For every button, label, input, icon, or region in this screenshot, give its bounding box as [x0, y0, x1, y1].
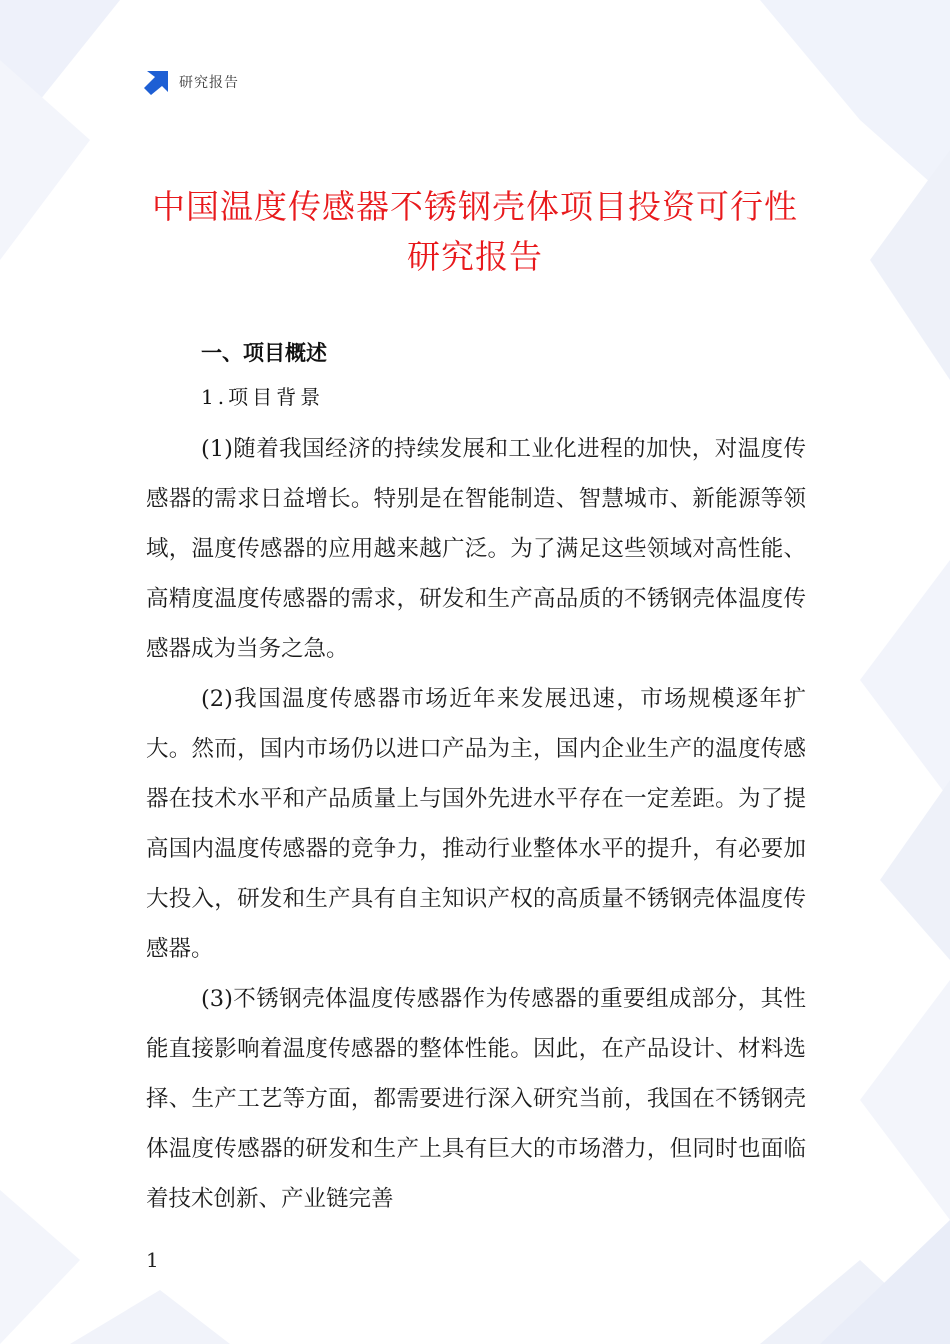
document-body — [146, 334, 806, 1224]
header-label: 研究报告 — [179, 75, 239, 91]
section-heading: 一、项目概述 — [201, 341, 327, 365]
subsection-heading: 1.项目背景 — [201, 385, 325, 409]
page-number: 1 — [146, 1248, 159, 1272]
arrow-up-right-icon — [143, 68, 171, 96]
paragraph-2: (2)我国温度传感器市场近年来发展迅速，市场规模逐年扩大。然而，国内市场仍以进口产品为主，国内企业生产的温度传感器在技术水平和产品质量上与国外先进水平存在一定差距。为了提高国内温度传感器的竞争力，推动行业整体水平的提升，有必要加大投入，研发和生产具有自主知识产权的高质量不锈钢壳体温度传感器。 — [146, 686, 806, 962]
paragraph-1: (1)随着我国经济的持续发展和工业化进程的加快，对温度传感器的需求日益增长。特别是在智能制造、智慧城市、新能源等领域，温度传感器的应用越来越广泛。为了满足这些领域对高性能、高精度温度传感器的需求，研发和生产高品质的不锈钢壳体温度传感器成为当务之急。 — [146, 436, 806, 662]
report-header — [143, 68, 239, 96]
document-title: 中国温度传感器不锈钢壳体项目投资可行性研究报告 — [152, 187, 798, 276]
paragraph-3: (3)不锈钢壳体温度传感器作为传感器的重要组成部分，其性能直接影响着温度传感器的整体性能。因此，在产品设计、材料选择、生产工艺等方面，都需要进行深入研究当前，我国在不锈钢壳体温度传感器的研发和生产上具有巨大的市场潜力，但同时也面临着技术创新、产业链完善 — [146, 986, 806, 1212]
